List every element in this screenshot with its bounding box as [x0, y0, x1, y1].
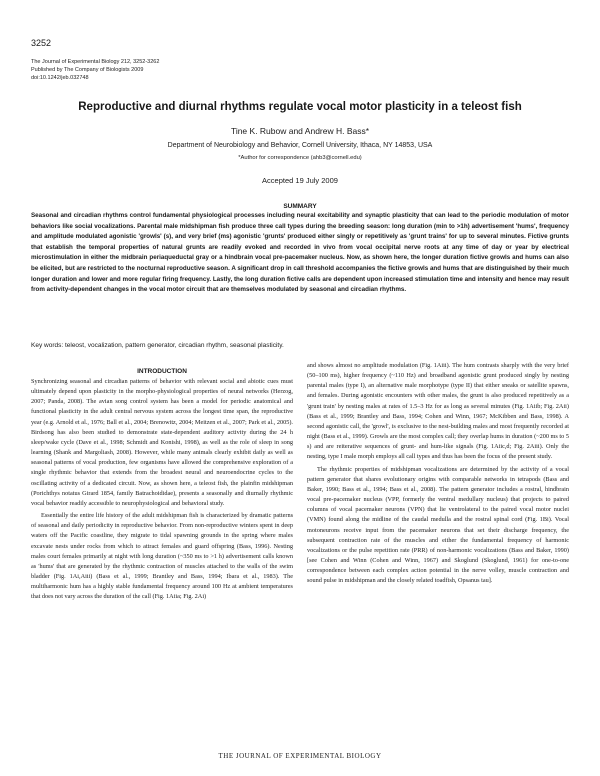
intro-paragraph-1: Synchronizing seasonal and circadian patterns of behavior with relevant social and abiotic cues must ultimately depend upon plasticity in the morpho-physiological properties of neural networks (Herzog, 2007; Panda, 2008). The avian song control system has been a model for periodic anatomical and functional plasticity in the adult central nervous system across the longest time span, the reproductive year (e.g. Arnold et al., 1976; Ball et al., 2004; Brenowitz, 2004; Meitzen et al., 2007; Park et al., 2005). Birdsong has also been studied to demonstrate state-dependent auditory activity during the 24 h sleep/wake cycle (Dave et al., 1998; Schmidt and Konishi, 1998), as well as the role of sleep in song learning (Shank and Margoliash, 2008). However, while many animals clearly exhibit daily as well as seasonal patterns of vocal production, few organisms have allowed the comprehensive exploration of a single rhythmic behavior that extends from the broadest neural and neuroendocrine cycles to the oscillating activity of a dedicated circuit. Now, as shown here, a teleost fish, the plainfin midshipman (Porichthys notatus Girard 1854, family Batrachoididae), presents a seasonally and diurnally rhythmic vocal behavior readily accessible to neurophysiological and behavioral study.: [31, 378, 293, 507]
intro-paragraph-4: The rhythmic properties of midshipman vocalizations are determined by the activity of a vocal pattern generator that shares evolutionary origins with comparable networks in tetrapods (Bass and Baker, 1990; Bass et al., 1994; Bass et al., 2008). The pattern generator includes a rostral, hindbrain vocal pre-pacemaker nucleus (VPP, formerly the ventral medullary nucleus) that projects to paired columns of vocal pacemaker neurons (VPN) that lie ventrolateral to the paired vocal motor nuclei (VMN) found along the midline of the caudal medulla and the rostral spinal cord (Fig. 1Bi). Vocal motoneurons receive input from the pacemaker neurons that set their discharge frequency, the subsequent contraction rate of the muscles and either the fundamental frequency of harmonic vocalizations or the pulse repetition rate (PRR) of non-harmonic vocalizations (Bass and Baker, 1990) [see Cohen and Winn (Cohen and Winn, 1967) and Skoglund (Skoglund, 1961) for one-to-one correspondence between each complex action potential in the nerve volley, muscle contraction and sound pulse in midshipman and the closely related toadfish, Opsanus tau].: [307, 465, 569, 585]
doi-line: doi:10.1242/jeb.032748: [31, 75, 89, 81]
authors: Tine K. Rubow and Andrew H. Bass*: [230, 126, 370, 136]
intro-paragraph-3: and shows almost no amplitude modulation (Fig. 1Aiii). The hum contrasts sharply with the very brief (50–100 ms), higher frequency (~110 Hz) and broadband agonistic grunt produced singly by nesting parental males (type I), an alternative male morphotype (type II) that either sneaks or satellite spawns, and females. During agonistic encounters with other males, the grunt is also produced repetitively as a 'grunt train' by nesting males at rates of 1.5–3 Hz for as long as several minutes (Fig. 1Aiib; Fig. 2Aii) (Bass et al., 1999; Brantley and Bass, 1994; Cohen and Winn, 1967; McKibben and Bass, 1998). A second agonistic call, the 'growl', is exclusive to the nest-building males and most frequently recorded at night (Bass et al., 1999). Growls are the most complex call; they overlap hums in duration (~200 ms to 5 s) and are reiterative sequences of grunt- and hum-like signals (Fig. 1Aiic,d; Fig. 2Aiii). Only the nesting, type I male morph employs all call types and thus has been the focus of the present study.: [307, 362, 569, 461]
introduction-heading: INTRODUCTION: [137, 368, 187, 375]
summary-heading: SUMMARY: [283, 203, 317, 210]
article-title: Reproductive and diurnal rhythms regulate vocal motor plasticity in a teleost fish: [78, 101, 522, 113]
intro-paragraph-2: Essentially the entire life history of the adult midshipman fish is characterized by dramatic patterns of seasonal and daily periodicity in reproductive behavior. From non-reproductive winters spent in deep waters off the Pacific coastline, they migrate to tidal spawning grounds in the spring where males excavate nests under rocks from which to attract females and guard offspring (Bass, 1996). Nesting males court females primarily at night with long duration (~350 ms to >1 h) advertisement calls known as 'hums' that are generated by the rhythmic contraction of muscles attached to the walls of the swim bladder (Fig. 1Ai,Aiii) (Bass et al., 1999; Brantley and Bass, 1994; Ibara et al., 1983). The multiharmonic hum has a highly stable fundamental frequency around 100 Hz at ambient temperatures that does not vary across the duration of the call (Fig. 1Aiia; Fig. 2Ai): [31, 512, 293, 601]
correspondence: *Author for correspondence (ahb3@cornell.edu): [238, 155, 362, 161]
accepted-date: Accepted 19 July 2009: [262, 176, 338, 185]
page-number: 3252: [31, 38, 52, 48]
affiliation: Department of Neurobiology and Behavior, Cornell University, Ithaca, NY 14853, USA: [167, 142, 433, 149]
body-column-right: [307, 361, 569, 586]
journal-citation: The Journal of Experimental Biology 212, 3252-3262: [31, 59, 160, 65]
keywords: Key words: teleost, vocalization, pattern generator, circadian rhythm, seasonal plasticity.: [31, 342, 284, 349]
journal-footer: THE JOURNAL OF EXPERIMENTAL BIOLOGY: [218, 752, 382, 760]
journal-meta: [31, 58, 159, 82]
summary-text: Seasonal and circadian rhythms control fundamental physiological processes including neural excitability and synaptic plasticity that can lead to the periodic modulation of motor behaviors like social vocalizations. Parental male midshipman fish produce three call types during the breeding season: long duration (min to >1h) advertisement 'hums', frequency and amplitude modulated agonistic 'growls' (s), and very brief (ms) agonistic 'grunts' produced either singly or repetitively as 'grunt trains' for up to several minutes. Fictive grunts that establish the temporal properties of natural grunts are readily evoked and recorded in vivo from vocal occipital nerve roots at any time of day or year by electrical microstimulation in either the midbrain periaqueductal gray or a hindbrain vocal pre-pacemaker nucleus. Now, as shown here, the longer duration fictive growls and hums can also be elicited, but are restricted to the nocturnal reproductive season. A significant drop in call threshold accompanies the fictive growls and hums that are distinguished by their much longer duration and lower and more regular firing frequency. Lastly, the long duration fictive calls are dependent upon increased stimulation time and intensity and hence may result from activity-dependent changes in the vocal motor circuit that are themselves modulated by seasonal and circadian rhythms.: [31, 212, 569, 294]
body-column-left: [31, 367, 293, 602]
publisher-line: Published by The Company of Biologists 2009: [31, 67, 144, 73]
